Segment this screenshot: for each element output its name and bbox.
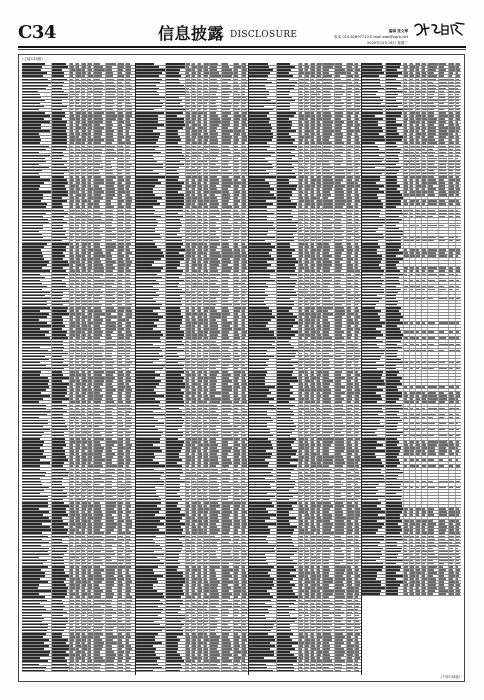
continued-to-note: (下转C35版) [440, 675, 460, 679]
page-number: C34 [18, 22, 56, 43]
table-column [136, 63, 249, 675]
table-column [22, 63, 136, 675]
disclosure-table-frame [18, 54, 465, 682]
table-column [362, 63, 461, 675]
table-row [362, 593, 461, 596]
section-title-english: DISCLOSURE [230, 30, 298, 40]
editor-line: 编辑 张文博 [388, 29, 408, 33]
disclosure-table-columns [22, 63, 461, 675]
masthead-rule [18, 46, 466, 48]
masthead [18, 20, 466, 46]
table-column [249, 63, 362, 675]
table-row [249, 669, 361, 672]
date-line: 2020年12月16日 星期三 [367, 41, 408, 45]
section-title: 信息披露 [158, 24, 225, 43]
contact-line: 电话 010-82697710 E-mail zwb@zqrb.net [334, 35, 408, 39]
newspaper-logo-icon [412, 20, 466, 40]
table-row [136, 669, 248, 672]
continued-from-note: (上接C33版) [22, 57, 43, 61]
masthead-meta [268, 28, 408, 46]
table-row [22, 669, 135, 672]
masthead-rule-thin [18, 49, 466, 50]
